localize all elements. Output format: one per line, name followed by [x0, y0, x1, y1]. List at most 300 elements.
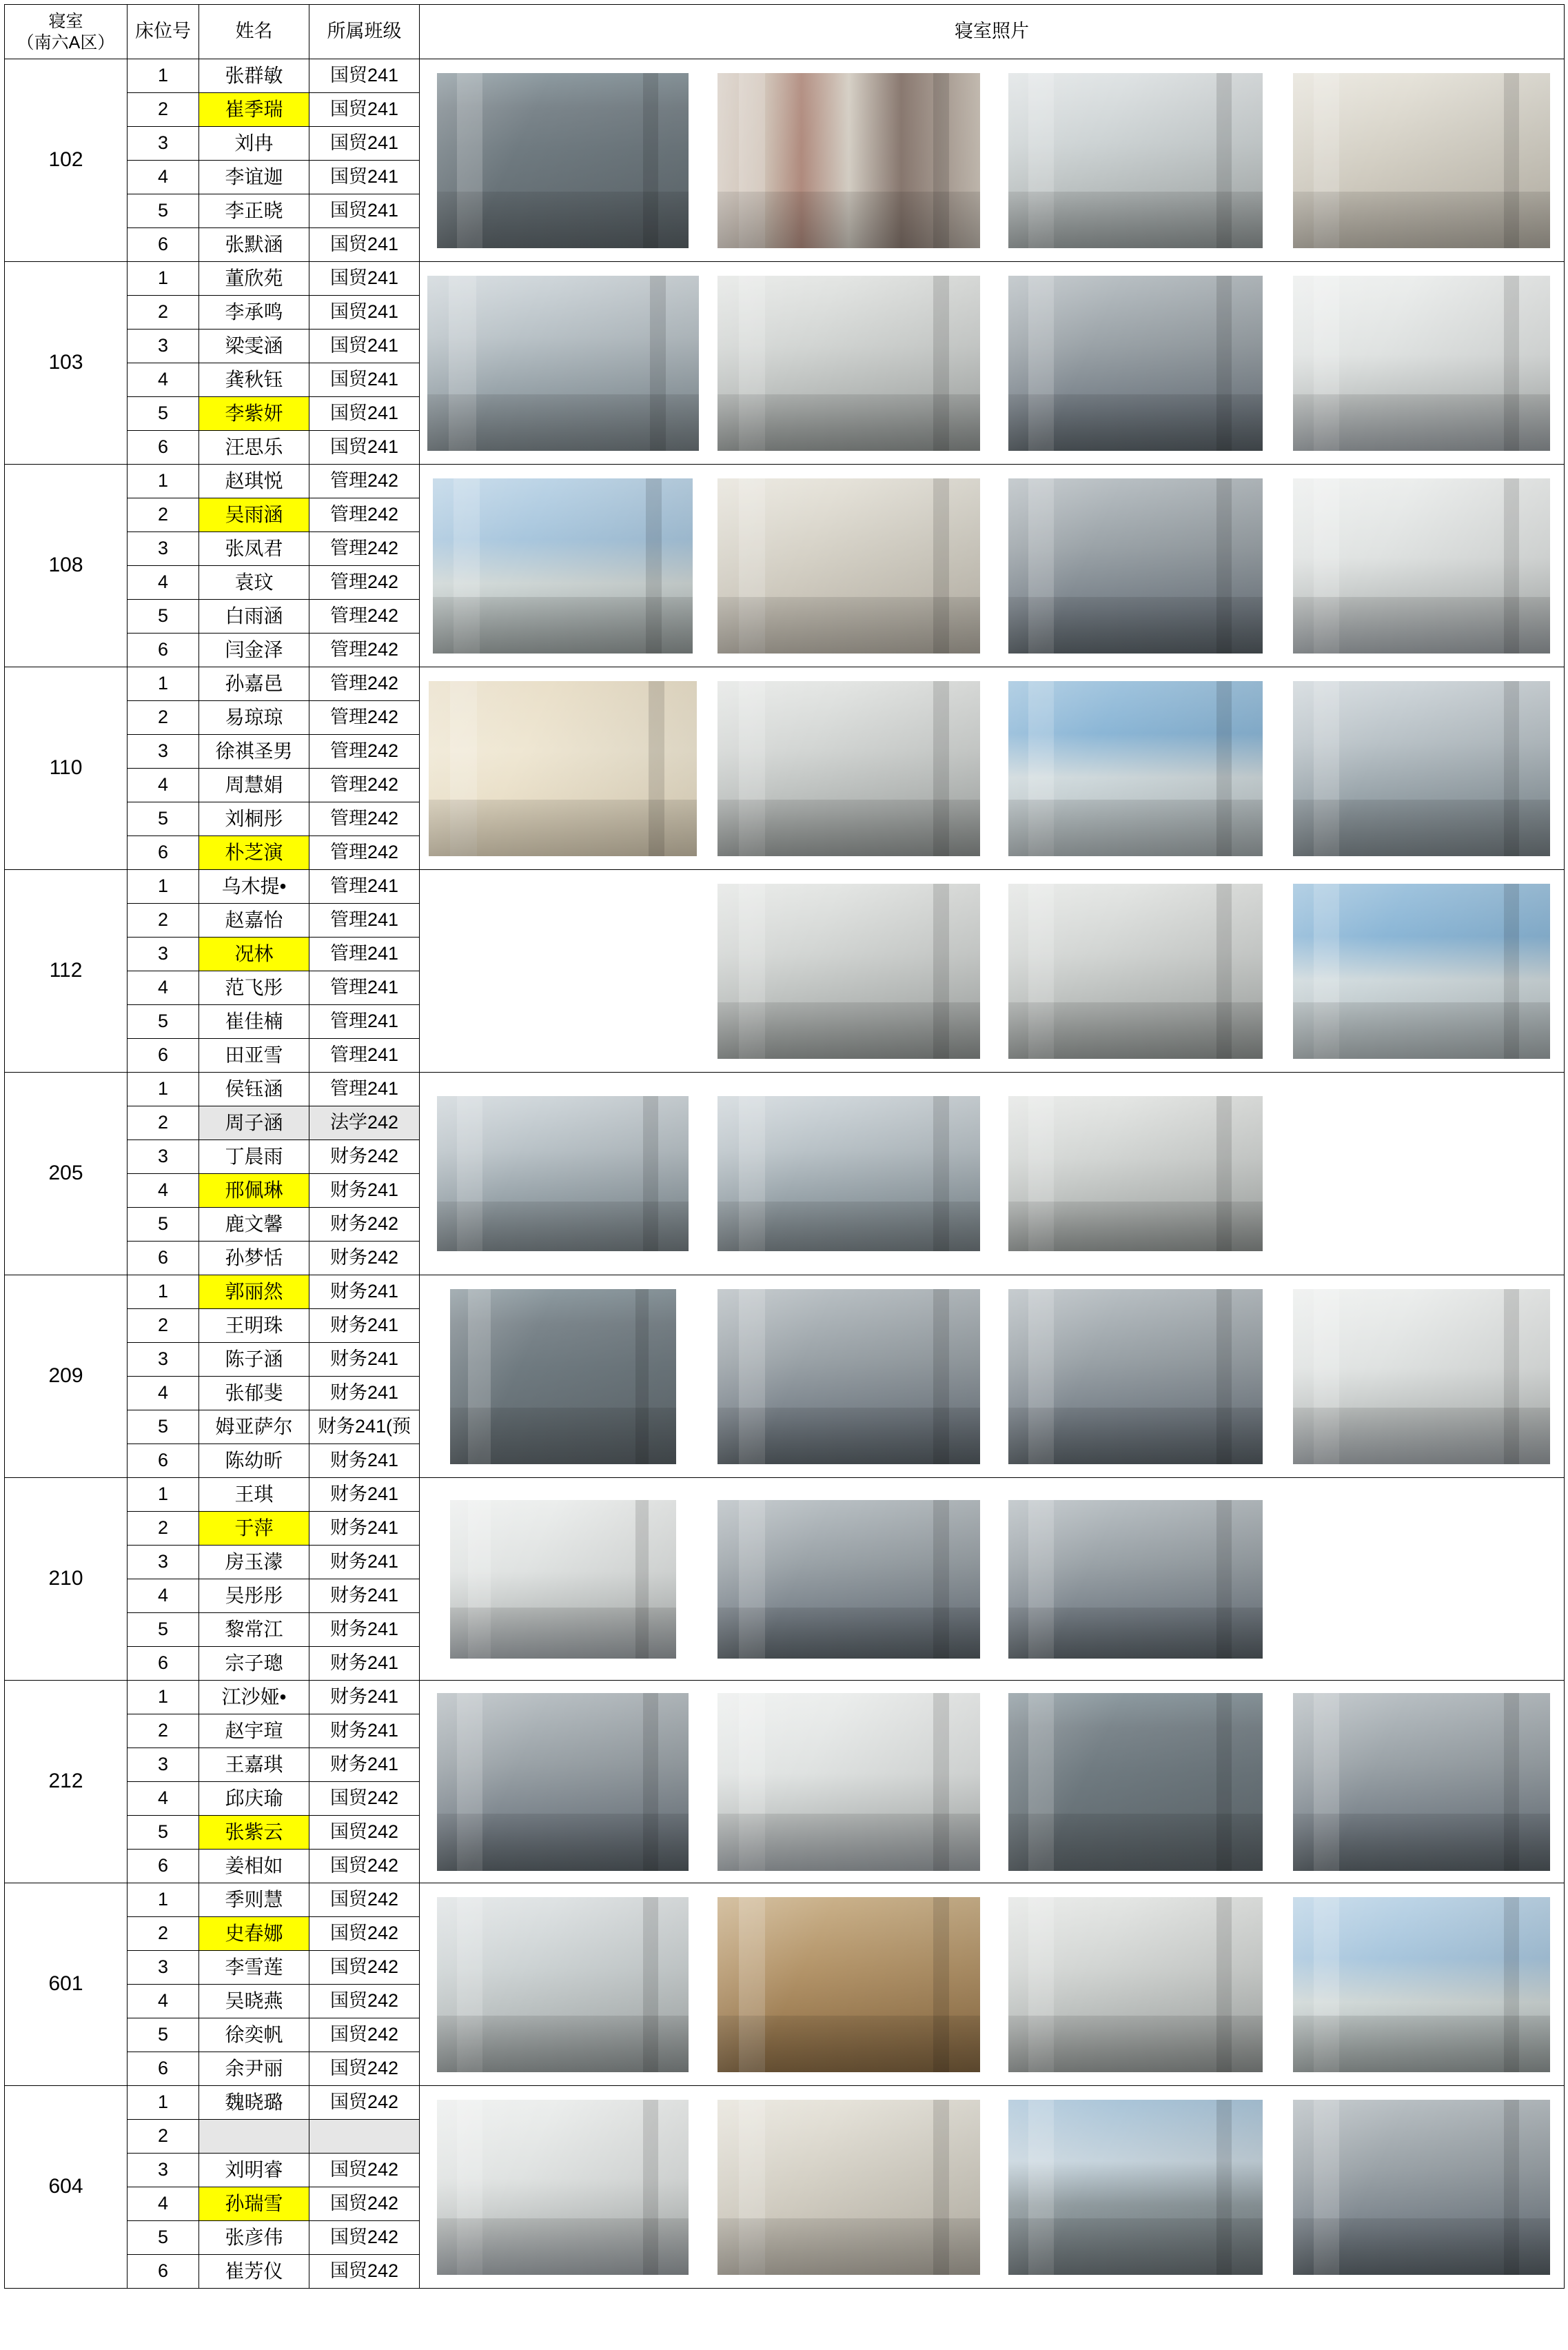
photo-detail [717, 1289, 980, 1464]
student-name: 季则慧 [199, 1883, 309, 1917]
bed-number: 1 [128, 870, 199, 904]
photo-detail [717, 2100, 980, 2275]
student-name-highlighted: 吴雨涵 [199, 498, 309, 532]
photo-detail [450, 1500, 676, 1659]
dorm-photo-strip [420, 1883, 1565, 2086]
student-name: 余尹丽 [199, 2052, 309, 2086]
bed-number: 4 [128, 971, 199, 1005]
bed-number: 3 [128, 127, 199, 161]
class-name: 国贸242 [309, 1782, 420, 1816]
dorm-photo [437, 73, 689, 248]
dorm-photo [717, 1289, 980, 1464]
photo-detail [1008, 276, 1263, 451]
dorm-photo [717, 276, 980, 451]
class-name: 管理242 [309, 465, 420, 498]
bed-number: 2 [128, 1309, 199, 1343]
class-name: 国贸242 [309, 2052, 420, 2086]
photo-detail [717, 1693, 980, 1871]
bed-number: 6 [128, 431, 199, 465]
class-name: 管理242 [309, 634, 420, 667]
dorm-photo [1008, 884, 1263, 1059]
class-name: 国贸241 [309, 431, 420, 465]
bed-number: 1 [128, 1478, 199, 1512]
dorm-photo [717, 1096, 980, 1251]
class-name: 管理242 [309, 769, 420, 802]
room-number: 209 [5, 1275, 128, 1478]
bed-number: 3 [128, 2154, 199, 2187]
student-name-highlighted: 朴芝演 [199, 836, 309, 870]
bed-number: 6 [128, 2052, 199, 2086]
photo-detail [717, 1500, 980, 1659]
photo-detail [1293, 1897, 1550, 2072]
header-room-line1: 寝室 [48, 11, 83, 31]
student-name: 姆亚萨尔 [199, 1410, 309, 1444]
bed-number: 3 [128, 735, 199, 769]
table-row [5, 465, 1565, 498]
dorm-photo [1293, 73, 1550, 248]
room-number: 604 [5, 2086, 128, 2289]
class-name: 管理241 [309, 938, 420, 971]
bed-number: 1 [128, 1883, 199, 1917]
photo-detail [1008, 2100, 1263, 2275]
photo-detail [1293, 681, 1550, 856]
table-row [5, 1073, 1565, 1106]
class-name: 国贸242 [309, 1816, 420, 1850]
dorm-photo [1008, 681, 1263, 856]
table-row [5, 1275, 1565, 1309]
photo-detail [1008, 1500, 1263, 1659]
dorm-photo [1293, 478, 1550, 654]
bed-number: 3 [128, 938, 199, 971]
student-name: 易琼琼 [199, 701, 309, 735]
class-name: 财务241 [309, 1275, 420, 1309]
student-name: 张凤君 [199, 532, 309, 566]
dorm-photo [1293, 276, 1550, 451]
photo-detail [1008, 1897, 1263, 2072]
photo-detail [437, 2100, 689, 2275]
dorm-photo-strip [420, 1275, 1565, 1478]
photo-detail [717, 1897, 980, 2072]
student-name: 周子涵 [199, 1106, 309, 1140]
student-name: 魏晓璐 [199, 2086, 309, 2120]
student-name: 赵嘉怡 [199, 904, 309, 938]
bed-number: 5 [128, 1613, 199, 1647]
bed-number: 5 [128, 2018, 199, 2052]
class-name: 管理241 [309, 1073, 420, 1106]
dorm-photo [450, 1289, 676, 1464]
bed-number: 4 [128, 161, 199, 194]
dorm-photo [437, 884, 689, 1059]
photo-detail [427, 276, 699, 451]
student-name: 田亚雪 [199, 1039, 309, 1073]
student-name: 吴晓燕 [199, 1985, 309, 2018]
class-name: 国贸241 [309, 228, 420, 262]
bed-number: 1 [128, 1275, 199, 1309]
bed-number: 3 [128, 330, 199, 363]
class-name: 财务241 [309, 1174, 420, 1208]
class-name: 管理242 [309, 701, 420, 735]
bed-number: 5 [128, 1005, 199, 1039]
student-name: 邱庆瑜 [199, 1782, 309, 1816]
bed-number: 4 [128, 1579, 199, 1613]
dorm-photo [1008, 2100, 1263, 2275]
class-name: 管理241 [309, 971, 420, 1005]
bed-number: 1 [128, 262, 199, 296]
student-name: 龚秋钰 [199, 363, 309, 397]
bed-number: 4 [128, 363, 199, 397]
photo-detail [717, 1096, 980, 1251]
student-name-highlighted: 史春娜 [199, 1917, 309, 1951]
dorm-photo [1008, 478, 1263, 654]
room-number: 210 [5, 1478, 128, 1681]
class-name: 国贸241 [309, 93, 420, 127]
bed-number: 3 [128, 532, 199, 566]
student-name: 范飞彤 [199, 971, 309, 1005]
table-row [5, 262, 1565, 296]
student-name: 李谊迦 [199, 161, 309, 194]
dorm-photo-strip [420, 870, 1565, 1073]
bed-number: 4 [128, 1985, 199, 2018]
student-name-highlighted: 郭丽然 [199, 1275, 309, 1309]
class-name: 管理242 [309, 498, 420, 532]
student-name: 王嘉琪 [199, 1748, 309, 1782]
photo-detail [1293, 276, 1550, 451]
dorm-photo [717, 73, 980, 248]
class-name: 财务241 [309, 1444, 420, 1478]
dorm-photo [450, 1500, 676, 1659]
class-name: 管理241 [309, 904, 420, 938]
bed-number: 2 [128, 296, 199, 330]
bed-number: 1 [128, 2086, 199, 2120]
student-name: 李正晓 [199, 194, 309, 228]
bed-number: 3 [128, 1343, 199, 1377]
table-row [5, 1883, 1565, 1917]
room-number: 601 [5, 1883, 128, 2086]
bed-number: 6 [128, 228, 199, 262]
class-name: 管理242 [309, 836, 420, 870]
class-name: 国贸242 [309, 1883, 420, 1917]
table-row [5, 1478, 1565, 1512]
student-name: 白雨涵 [199, 600, 309, 634]
header-room-line2: （南六A区） [17, 33, 115, 52]
dorm-photo [1293, 1897, 1550, 2072]
student-name: 赵宇瑄 [199, 1714, 309, 1748]
bed-number: 1 [128, 59, 199, 93]
class-name: 财务241 [309, 1343, 420, 1377]
class-name: 国贸242 [309, 1985, 420, 2018]
dorm-photo [427, 276, 699, 451]
table-row [5, 2086, 1565, 2120]
student-name: 侯钰涵 [199, 1073, 309, 1106]
student-name: 宗子璁 [199, 1647, 309, 1681]
room-number: 212 [5, 1681, 128, 1883]
student-name: 张默涵 [199, 228, 309, 262]
student-name: 刘桐彤 [199, 802, 309, 836]
dorm-photo [1008, 1897, 1263, 2072]
bed-number: 4 [128, 1174, 199, 1208]
bed-number: 5 [128, 600, 199, 634]
class-name: 国贸241 [309, 194, 420, 228]
student-name-highlighted: 于萍 [199, 1512, 309, 1546]
student-name: 王明珠 [199, 1309, 309, 1343]
room-number: 103 [5, 262, 128, 465]
header-photos: 寝室照片 [420, 5, 1565, 59]
student-name: 刘冉 [199, 127, 309, 161]
room-number: 205 [5, 1073, 128, 1275]
bed-number: 2 [128, 2120, 199, 2154]
student-name: 鹿文馨 [199, 1208, 309, 1242]
photo-detail [1008, 1693, 1263, 1871]
class-name: 管理242 [309, 532, 420, 566]
class-name: 国贸241 [309, 397, 420, 431]
photo-detail [437, 73, 689, 248]
bed-number: 1 [128, 1073, 199, 1106]
photo-detail [1293, 2100, 1550, 2275]
student-name: 梁雯涵 [199, 330, 309, 363]
room-number: 108 [5, 465, 128, 667]
photo-detail [1293, 1693, 1550, 1871]
dorm-photo-strip [420, 2086, 1565, 2289]
photo-detail [1008, 681, 1263, 856]
student-name: 袁玟 [199, 566, 309, 600]
bed-number: 6 [128, 1647, 199, 1681]
class-name: 国贸241 [309, 296, 420, 330]
dorm-photo [437, 2100, 689, 2275]
class-name: 财务241 [309, 1613, 420, 1647]
student-name-highlighted: 崔季瑞 [199, 93, 309, 127]
bed-number: 5 [128, 194, 199, 228]
dorm-photo [1293, 2100, 1550, 2275]
class-name: 财务242 [309, 1140, 420, 1174]
student-name: 姜相如 [199, 1850, 309, 1883]
bed-number: 2 [128, 1917, 199, 1951]
table-row [5, 1681, 1565, 1714]
student-name: 徐奕帆 [199, 2018, 309, 2052]
student-name: 乌木提• [199, 870, 309, 904]
student-name: 徐祺圣男 [199, 735, 309, 769]
photo-detail [717, 73, 980, 248]
class-name: 管理242 [309, 735, 420, 769]
bed-number: 2 [128, 498, 199, 532]
student-name [199, 2120, 309, 2154]
photo-detail [717, 478, 980, 654]
student-name-highlighted: 邢佩琳 [199, 1174, 309, 1208]
student-name: 张彦伟 [199, 2221, 309, 2255]
dorm-photo [1293, 884, 1550, 1059]
bed-number: 6 [128, 1242, 199, 1275]
dorm-photo [429, 681, 697, 856]
dorm-photo-strip [420, 1681, 1565, 1883]
dorm-photo [1293, 1096, 1550, 1251]
bed-number: 3 [128, 1140, 199, 1174]
photo-detail [1008, 1289, 1263, 1464]
class-name: 国贸242 [309, 2086, 420, 2120]
dorm-photo [717, 681, 980, 856]
dorm-photo [1008, 1096, 1263, 1251]
class-name: 财务241 [309, 1748, 420, 1782]
dorm-photo [1008, 1500, 1263, 1659]
dorm-photo [717, 1500, 980, 1659]
photo-detail [437, 1693, 689, 1871]
class-name: 财务241 [309, 1681, 420, 1714]
class-name: 管理242 [309, 566, 420, 600]
student-name: 崔佳楠 [199, 1005, 309, 1039]
header-name: 姓名 [199, 5, 309, 59]
student-name: 李承鸣 [199, 296, 309, 330]
class-name: 国贸242 [309, 2221, 420, 2255]
room-number: 110 [5, 667, 128, 870]
dorm-photo [1008, 276, 1263, 451]
student-name: 王琪 [199, 1478, 309, 1512]
bed-number: 1 [128, 667, 199, 701]
class-name: 管理242 [309, 802, 420, 836]
bed-number: 5 [128, 802, 199, 836]
bed-number: 3 [128, 1748, 199, 1782]
student-name: 陈幼昕 [199, 1444, 309, 1478]
class-name: 管理242 [309, 600, 420, 634]
bed-number: 4 [128, 1782, 199, 1816]
dorm-photo [437, 1096, 689, 1251]
class-name: 国贸241 [309, 363, 420, 397]
class-name: 国贸242 [309, 2255, 420, 2289]
bed-number: 2 [128, 904, 199, 938]
student-name: 张郁斐 [199, 1377, 309, 1410]
dorm-photo [717, 884, 980, 1059]
student-name: 陈子涵 [199, 1343, 309, 1377]
class-name: 国贸242 [309, 1917, 420, 1951]
class-name: 国贸242 [309, 1850, 420, 1883]
student-name: 刘明睿 [199, 2154, 309, 2187]
student-name: 李雪莲 [199, 1951, 309, 1985]
photo-detail [1008, 478, 1263, 654]
photo-detail [1293, 73, 1550, 248]
photo-detail [450, 1289, 676, 1464]
table-row [5, 870, 1565, 904]
dorm-photo-strip [420, 262, 1565, 465]
bed-number: 2 [128, 1714, 199, 1748]
photo-detail [1293, 478, 1550, 654]
room-number: 112 [5, 870, 128, 1073]
header-class: 所属班级 [309, 5, 420, 59]
photo-detail [1293, 884, 1550, 1059]
bed-number: 4 [128, 2187, 199, 2221]
class-name: 国贸242 [309, 2018, 420, 2052]
bed-number: 1 [128, 1681, 199, 1714]
class-name: 国贸242 [309, 1951, 420, 1985]
dorm-photo [717, 2100, 980, 2275]
class-name: 国贸241 [309, 161, 420, 194]
bed-number: 4 [128, 1377, 199, 1410]
student-name: 孙梦恬 [199, 1242, 309, 1275]
class-name: 财务241 [309, 1714, 420, 1748]
class-name: 国贸242 [309, 2154, 420, 2187]
class-name: 财务242 [309, 1208, 420, 1242]
table-body [5, 5, 1565, 2289]
class-name: 财务241 [309, 1546, 420, 1579]
student-name: 江沙娅• [199, 1681, 309, 1714]
class-name: 财务241(预 [309, 1410, 420, 1444]
photo-detail [1008, 884, 1263, 1059]
student-name-highlighted: 李紫妍 [199, 397, 309, 431]
student-name: 赵琪悦 [199, 465, 309, 498]
photo-detail [717, 681, 980, 856]
dorm-photo [1008, 73, 1263, 248]
bed-number: 6 [128, 1039, 199, 1073]
bed-number: 3 [128, 1546, 199, 1579]
class-name: 国贸241 [309, 59, 420, 93]
bed-number: 4 [128, 566, 199, 600]
class-name: 财务241 [309, 1647, 420, 1681]
photo-detail [1008, 73, 1263, 248]
bed-number: 5 [128, 1410, 199, 1444]
table-row [5, 59, 1565, 93]
bed-number: 6 [128, 1850, 199, 1883]
photo-detail [433, 478, 693, 654]
dorm-photo-strip [420, 667, 1565, 870]
bed-number: 2 [128, 1106, 199, 1140]
bed-number: 6 [128, 634, 199, 667]
header-bed: 床位号 [128, 5, 199, 59]
class-name: 法学242 [309, 1106, 420, 1140]
header-room [5, 5, 128, 59]
bed-number: 2 [128, 1512, 199, 1546]
student-name: 周慧娟 [199, 769, 309, 802]
class-name: 国贸241 [309, 262, 420, 296]
photo-detail [437, 1897, 689, 2072]
student-name-highlighted: 孙瑞雪 [199, 2187, 309, 2221]
student-name: 崔芳仪 [199, 2255, 309, 2289]
table-row [5, 667, 1565, 701]
bed-number: 5 [128, 1816, 199, 1850]
photo-detail [429, 681, 697, 856]
student-name: 孙嘉邑 [199, 667, 309, 701]
student-name: 董欣苑 [199, 262, 309, 296]
dorm-photo [1008, 1693, 1263, 1871]
class-name: 管理242 [309, 667, 420, 701]
bed-number: 5 [128, 1208, 199, 1242]
dorm-photo-strip [420, 1073, 1565, 1275]
class-name: 财务242 [309, 1242, 420, 1275]
student-name-highlighted: 况林 [199, 938, 309, 971]
class-name: 管理241 [309, 870, 420, 904]
student-name: 房玉濛 [199, 1546, 309, 1579]
bed-number: 6 [128, 836, 199, 870]
bed-number: 6 [128, 1444, 199, 1478]
photo-detail [717, 276, 980, 451]
bed-number: 3 [128, 1951, 199, 1985]
student-name: 吴彤彤 [199, 1579, 309, 1613]
photo-detail [1293, 1289, 1550, 1464]
student-name: 张群敏 [199, 59, 309, 93]
class-name: 国贸242 [309, 2187, 420, 2221]
student-name: 丁晨雨 [199, 1140, 309, 1174]
table-header-row [5, 5, 1565, 59]
dormitory-table [4, 4, 1565, 2289]
class-name: 财务241 [309, 1579, 420, 1613]
bed-number: 1 [128, 465, 199, 498]
bed-number: 2 [128, 93, 199, 127]
class-name: 国贸241 [309, 127, 420, 161]
class-name [309, 2120, 420, 2154]
dorm-photo-strip [420, 1478, 1565, 1681]
bed-number: 5 [128, 397, 199, 431]
dorm-photo [433, 478, 693, 654]
class-name: 国贸241 [309, 330, 420, 363]
class-name: 管理241 [309, 1005, 420, 1039]
dorm-photo-strip [420, 465, 1565, 667]
class-name: 财务241 [309, 1512, 420, 1546]
photo-detail [1008, 1096, 1263, 1251]
